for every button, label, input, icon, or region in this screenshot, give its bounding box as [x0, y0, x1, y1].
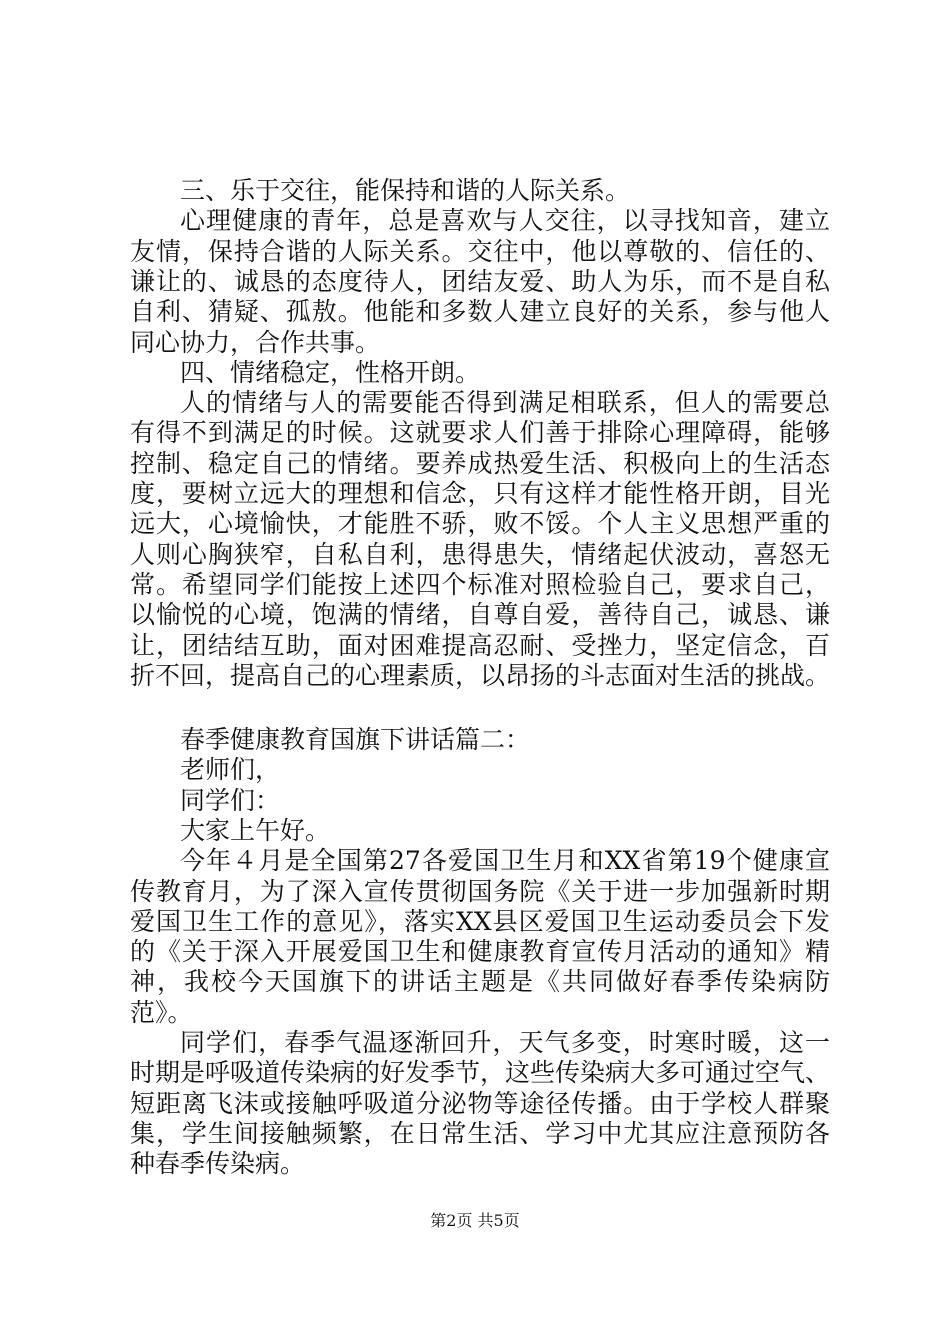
- paragraph-line: 控制、稳定自己的情绪。要养成热爱生活、积极向上的生活态: [130, 449, 830, 478]
- paragraph-line: 种春季传染病。: [130, 1149, 306, 1178]
- paragraph-line: 人则心胸狭窄，自私自利，患得患失，情绪起伏波动，喜怒无: [130, 540, 830, 569]
- paragraph-line: 同心协力，合作共事。: [130, 328, 381, 357]
- greeting-line: 大家上午好。: [180, 816, 331, 845]
- paragraph-line: 友情，保持合谐的人际关系。交往中，他以尊敬的、信任的、: [130, 237, 830, 266]
- paragraph-line: 心理健康的青年，总是喜欢与人交往，以寻找知音，建立: [180, 206, 830, 235]
- greeting-line: 老师们，: [180, 755, 281, 784]
- paragraph-line: 度，要树立远大的理想和信念，只有这样才能性格开朗，目光: [130, 479, 830, 508]
- paragraph-line: 自利、猜疑、孤敖。他能和多数人建立良好的关系，参与他人: [130, 297, 830, 326]
- paragraph-line: 折不回，提高自己的心理素质，以昂扬的斗志面对生活的挑战。: [130, 661, 831, 690]
- paragraph-line: 传教育月，为了深入宣传贯彻国务院《关于进一步加强新时期: [130, 877, 830, 906]
- paragraph-line: 同学们，春季气温逐渐回升，天气多变，时寒时暖，这一: [180, 1028, 830, 1057]
- heading-section-three: 三、乐于交往，能保持和谐的人际关系。: [180, 176, 631, 205]
- paragraph-line: 人的情绪与人的需要能否得到满足相联系，但人的需要总: [180, 388, 830, 417]
- paragraph-line: 时期是呼吸道传染病的好发季节，这些传染病大多可通过空气、: [130, 1058, 831, 1087]
- paragraph-line: 谦让的、诚恳的态度待人，团结友爱、助人为乐，而不是自私: [130, 267, 830, 296]
- paragraph-line: 范》。: [130, 998, 193, 1027]
- paragraph-line: 集，学生间接触频繁，在日常生活、学习中尤其应注意预防各: [130, 1119, 830, 1148]
- speech-title: 春季健康教育国旗下讲话篇二：: [180, 725, 531, 754]
- paragraph-line: 以愉悦的心境，饱满的情绪，自尊自爱，善待自己，诚恳、谦: [130, 600, 830, 629]
- paragraph-line: 有得不到满足的时候。这就要求人们善于排除心理障碍，能够: [130, 418, 830, 447]
- heading-section-four: 四、情绪稳定，性格开朗。: [180, 358, 481, 387]
- greeting-line: 同学们：: [180, 786, 281, 815]
- paragraph-line: 让，团结结互助，面对困难提高忍耐、受挫力，坚定信念，百: [130, 631, 830, 660]
- paragraph-line: 今年４月是全国第27各爱国卫生月和XX省第19个健康宣: [180, 846, 830, 875]
- paragraph-line: 常。希望同学们能按上述四个标准对照检验自己，要求自己，: [130, 570, 830, 599]
- page-footer: 第2页 共5页: [430, 1211, 520, 1230]
- paragraph-line: 远大，心境愉快，才能胜不骄，败不馁。个人主义思想严重的: [130, 509, 830, 538]
- paragraph-line: 神，我校今天国旗下的讲话主题是《共同做好春季传染病防: [130, 967, 830, 996]
- paragraph-line: 爱国卫生工作的意见》，落实XX县区爱国卫生运动委员会下发: [130, 907, 830, 936]
- paragraph-line: 短距离飞沫或接触呼吸道分泌物等途径传播。由于学校人群聚: [130, 1089, 830, 1118]
- paragraph-line: 的《关于深入开展爱国卫生和健康教育宣传月活动的通知》精: [130, 937, 830, 966]
